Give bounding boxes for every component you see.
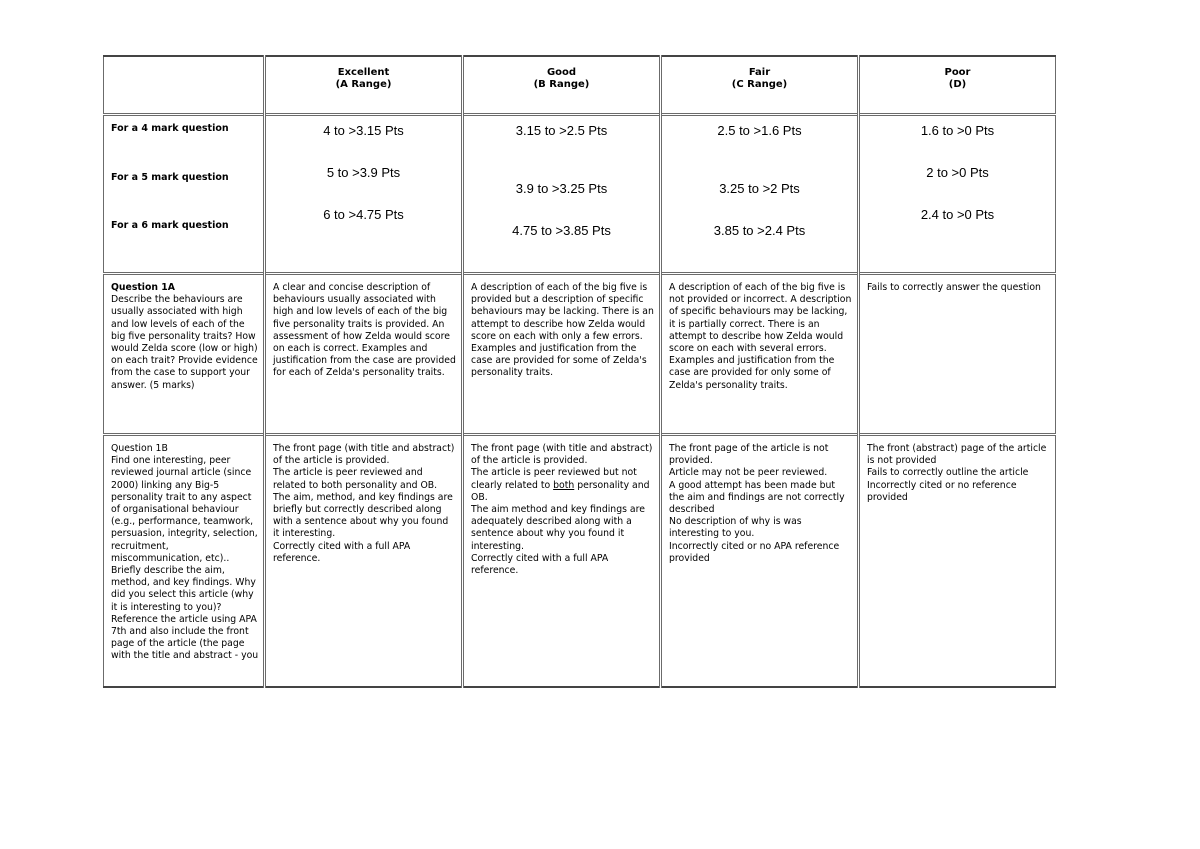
q1b-fair-cell: The front page of the article is not provided. Article may not be peer reviewed. A good attempt has been made but the aim and findings are not correctly described No description of why is was interesting to you. Incorrectly cited or no APA reference provided: [661, 435, 859, 688]
points-good-cell: [463, 115, 661, 274]
points-value: 3.85 to >2.4 Pts: [713, 223, 806, 238]
header-poor: [859, 56, 1056, 115]
q1a-excellent-cell: A clear and concise description of behaviours usually associated with high and low levels of each of the big five personality traits is provided. An assessment of how Zelda would score on each is correct. Examples and justification from the case are provided for each of Zelda's personality traits.: [265, 274, 463, 435]
header-excellent: [265, 56, 463, 115]
question-1b-cell: [104, 435, 265, 688]
points-value: 3.25 to >2 Pts: [719, 181, 800, 196]
column-name: Fair: [748, 67, 771, 78]
points-value: 1.6 to >0 Pts: [920, 123, 995, 138]
column-range: (D): [948, 79, 967, 90]
points-value: 4 to >3.15 Pts: [323, 123, 404, 138]
question-1a-cell: [104, 274, 265, 435]
q1a-fair-cell: A description of each of the big five is not provided or incorrect. A description of specific behaviours may be lacking, it is partially correct. There is an attempt to describe how Zelda would score on each with several errors. Examples and justification from the case are provided for only some of Zelda's personality traits.: [661, 274, 859, 435]
points-value: 5 to >3.9 Pts: [326, 165, 401, 180]
column-range: (B Range): [533, 79, 590, 90]
question-1a-text: Describe the behaviours are usually associated with high and low levels of each of the big five personality traits? How would Zelda score (low or high) on each trait? Provide evidence from the case to support your answer. (5 marks): [111, 294, 258, 391]
points-label-6: For a 6 mark question: [111, 220, 229, 231]
points-poor-cell: [859, 115, 1056, 274]
points-labels-cell: [104, 115, 265, 274]
question-1a-row: [104, 274, 1056, 435]
column-name: Poor: [944, 67, 971, 78]
points-value: 6 to >4.75 Pts: [323, 207, 404, 222]
underlined-word: both: [553, 479, 575, 491]
column-range: (C Range): [731, 79, 788, 90]
q1b-poor-cell: The front (abstract) page of the article is not provided Fails to correctly outline the article Incorrectly cited or no reference provided: [859, 435, 1056, 688]
question-1a-title: Question 1A: [111, 282, 175, 293]
points-excellent-cell: [265, 115, 463, 274]
column-name: Good: [546, 67, 577, 78]
points-value: 2.4 to >0 Pts: [920, 207, 995, 222]
question-1b-title: Question 1B: [111, 443, 168, 454]
rubric-table: [103, 55, 1056, 688]
header-fair: [661, 56, 859, 115]
q1a-good-cell: A description of each of the big five is provided but a description of specific behaviours may be lacking. There is an attempt to describe how Zelda would score on each with only a few errors. Examples and justification from the case are provided for some of Zelda's personality traits.: [463, 274, 661, 435]
header-blank-cell: [104, 56, 265, 115]
header-good: [463, 56, 661, 115]
q1a-poor-cell: Fails to correctly answer the question: [859, 274, 1056, 435]
points-value: 4.75 to >3.85 Pts: [512, 223, 611, 238]
points-value: 2.5 to >1.6 Pts: [717, 123, 802, 138]
points-value: 3.15 to >2.5 Pts: [515, 123, 608, 138]
points-label-5: For a 5 mark question: [111, 172, 229, 183]
header-row: [104, 56, 1056, 115]
column-range: (A Range): [335, 79, 392, 90]
column-name: Excellent: [337, 67, 390, 78]
points-value: 3.9 to >3.25 Pts: [515, 181, 608, 196]
points-fair-cell: [661, 115, 859, 274]
q1b-excellent-cell: The front page (with title and abstract) of the article is provided. The article is peer reviewed and related to both personality and OB. The aim, method, and key findings are briefly but correctly described along with a sentence about why you found it interesting. Correctly cited with a full APA reference.: [265, 435, 463, 688]
q1b-good-cell: The front page (with title and abstract) of the article is provided. The article is peer reviewed but not clearly related to both personality and OB. The aim method and key findings are adequately described along with a sentence about why you found it interesting. Correctly cited with a full APA reference.: [463, 435, 661, 688]
points-row: [104, 115, 1056, 274]
question-1b-text: Find one interesting, peer reviewed journal article (since 2000) linking any Big-5 personality trait to any aspect of organisational behaviour (e.g., performance, teamwork, persuasion, integrity, selection, recruitment, miscommunication, etc).. Briefly describe the aim, method, and key findings. Why did you select this article (why it is interesting to you)? Reference the article using APA 7th and also include the front page of the article (the page with the title and abstract - you: [111, 455, 259, 662]
points-value: 2 to >0 Pts: [926, 165, 989, 180]
question-1b-row: [104, 435, 1056, 688]
points-label-4: For a 4 mark question: [111, 123, 229, 134]
